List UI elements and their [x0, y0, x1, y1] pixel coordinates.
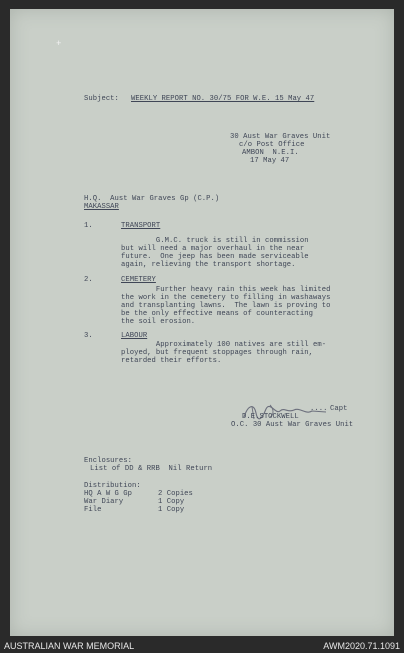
item-3-line-2: ployed, but frequent stoppages through rain, — [121, 349, 313, 357]
signatory-title: O.C. 30 Aust War Graves Unit — [231, 421, 354, 429]
signatory-name: D.E.STOCKWELL — [242, 413, 299, 421]
distribution-copies-1: 2 Copies — [158, 490, 193, 498]
item-2-line-4: be the only effective means of counteracting — [121, 310, 313, 318]
from-address-line-1: 30 Aust War Graves Unit — [230, 133, 331, 141]
distribution-label: Distribution: — [84, 482, 141, 490]
enclosures-label: Enclosures: — [84, 457, 132, 465]
corner-mark: + — [56, 39, 62, 49]
subject-text: WEEKLY REPORT NO. 30/75 FOR W.E. 15 May 47 — [131, 95, 315, 103]
from-address-line-4: 17 May 47 — [250, 157, 290, 165]
item-3-heading: LABOUR — [121, 332, 148, 340]
item-2-line-3: and transplanting lawns. The lawn is proving to — [121, 302, 331, 310]
signature-dots: .... — [310, 405, 328, 413]
footer-bar — [0, 638, 404, 653]
item-2-heading: CEMETERY — [121, 276, 156, 284]
item-2-line-2: the work in the cemetery to filling in washaways — [121, 294, 331, 302]
subject-label: Subject: — [84, 95, 119, 103]
from-address-line-2: c/o Post Office — [239, 141, 305, 149]
item-3-line-1: Approximately 100 natives are still em- — [121, 341, 327, 349]
footer-institution: AUSTRALIAN WAR MEMORIAL — [4, 641, 135, 651]
item-3-number: 3. — [84, 332, 93, 340]
to-line-2: MAKASSAR — [84, 203, 119, 211]
footer-accession-number: AWM2020.71.1091 — [323, 641, 400, 651]
item-1-line-1: G.M.C. truck is still in commission — [121, 237, 309, 245]
distribution-name-1: HQ A W G Gp — [84, 490, 132, 498]
to-line-1: H.Q. Aust War Graves Gp (C.P.) — [84, 195, 220, 203]
distribution-copies-3: 1 Copy — [158, 506, 185, 514]
distribution-name-3: File — [84, 506, 102, 514]
item-1-line-3: future. One jeep has been made serviceable — [121, 253, 309, 261]
distribution-name-2: War Diary — [84, 498, 124, 506]
item-3-line-3: retarded their efforts. — [121, 357, 222, 365]
enclosures-line: List of DD & RRB Nil Return — [90, 465, 213, 473]
from-address-line-3: AMBON N.E.I. — [242, 149, 299, 157]
item-2-line-5: the soil erosion. — [121, 318, 196, 326]
item-2-number: 2. — [84, 276, 93, 284]
item-1-number: 1. — [84, 222, 93, 230]
item-2-line-1: Further heavy rain this week has limited — [121, 286, 331, 294]
item-1-line-4: again, relieving the transport shortage. — [121, 261, 296, 269]
item-1-heading: TRANSPORT — [121, 222, 161, 230]
item-1-line-2: but will need a major overhaul in the near — [121, 245, 305, 253]
signature-rank: Capt — [330, 405, 348, 413]
distribution-copies-2: 1 Copy — [158, 498, 185, 506]
document-page — [10, 9, 394, 636]
